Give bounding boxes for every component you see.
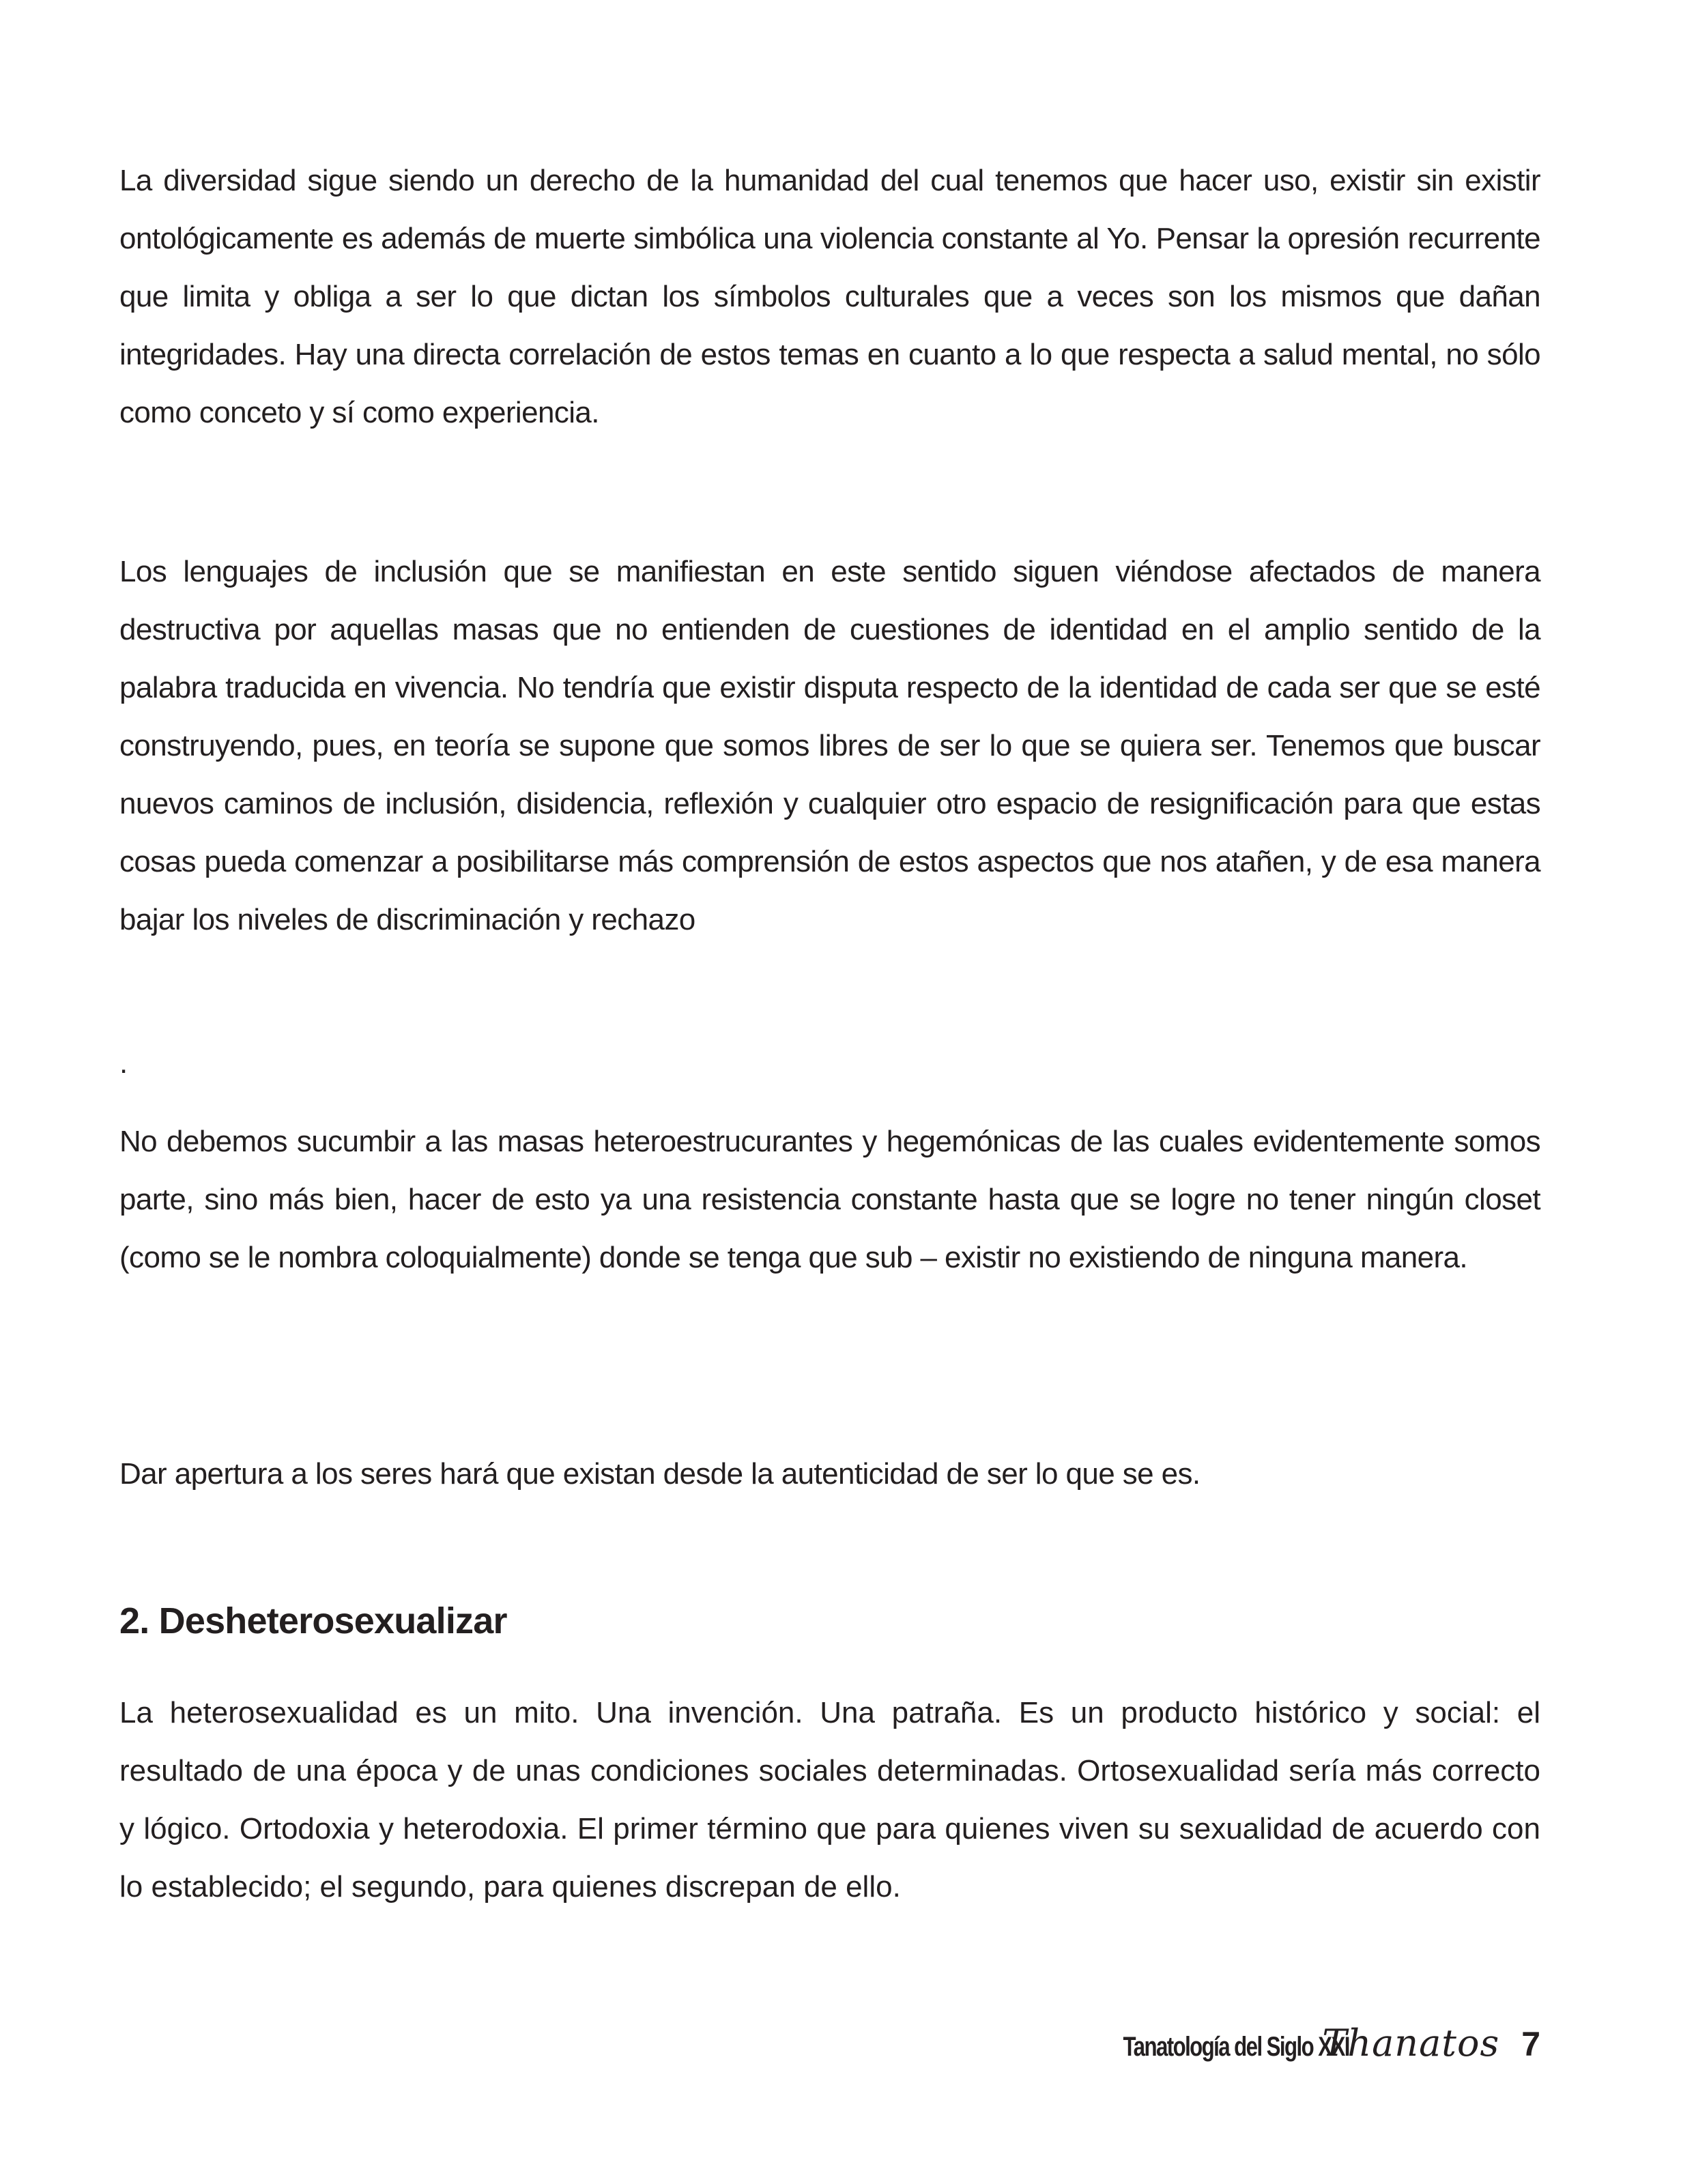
journal-logo: Thanatos xyxy=(1322,2022,1500,2065)
body-paragraph: No debemos sucumbir a las masas heteroestrucurantes y hegemónicas de las cuales evidentemente somos parte, sino más bien, hacer de esto ya una resistencia constante hasta que se logre no tener ningún closet (como se le nombra coloquialmente) donde se tenga que sub – existir no existiendo de ninguna manera. xyxy=(119,1125,1540,1274)
journal-title: Tanatología del Siglo XXI xyxy=(1123,2032,1350,2062)
page-footer xyxy=(1059,2022,1540,2069)
body-paragraph: La diversidad sigue siendo un derecho de la humanidad del cual tenemos que hacer uso, existir sin existir ontológicamente es además de muerte simbólica una violencia constante al Yo. Pensar la opresión recurrente que limita y obliga a ser lo que dictan los símbolos culturales que a veces son los mismos que dañan integridades. Hay una directa correlación de estos temas en cuanto a lo que respecta a salud mental, no sólo como conceto y sí como experiencia. xyxy=(119,164,1540,429)
stray-period: . xyxy=(119,1046,128,1080)
body-paragraph: Los lenguajes de inclusión que se manifiestan en este sentido siguen viéndose afectados de manera destructiva por aquellas masas que no entienden de cuestiones de identidad en el amplio sentido de la palabra traducida en vivencia. No tendría que existir disputa respecto de la identidad de cada ser que se esté construyendo, pues, en teoría se supone que somos libres de ser lo que se quiera ser. Tenemos que buscar nuevos caminos de inclusión, disidencia, reflexión y cualquier otro espacio de resignificación para que estas cosas pueda comenzar a posibilitarse más comprensión de estos aspectos que nos atañen, y de esa manera bajar los niveles de discriminación y rechazo xyxy=(119,555,1540,936)
section-heading: 2. Desheterosexualizar xyxy=(119,1600,507,1641)
body-paragraph: La heterosexualidad es un mito. Una invención. Una patraña. Es un producto histórico y social: el resultado de una época y de unas condiciones sociales determinadas. Ortosexualidad sería más correcto y lógico. Ortodoxia y heterodoxia. El primer término que para quienes viven su sexualidad de acuerdo con lo establecido; el segundo, para quienes discrepan de ello. xyxy=(119,1696,1540,1903)
body-paragraph: Dar apertura a los seres hará que existan desde la autenticidad de ser lo que se es. xyxy=(119,1457,1201,1491)
page-number: 7 xyxy=(1521,2025,1540,2063)
